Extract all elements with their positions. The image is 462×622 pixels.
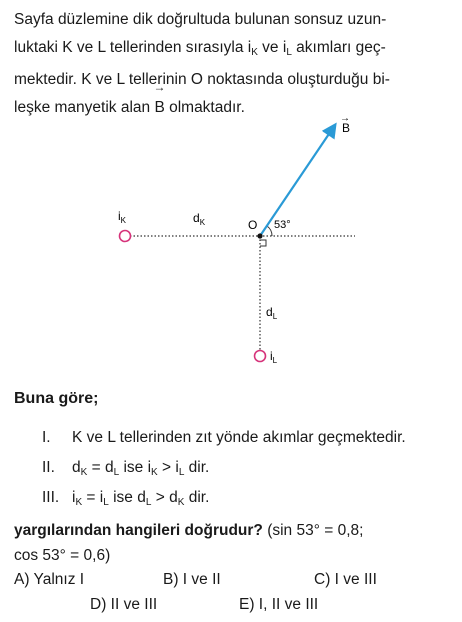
stem-text: luktaki K ve L tellerinden sırasıyla i xyxy=(14,38,252,56)
statement-text: K ve L tellerinden zıt yönde akımlar geçmektedir. xyxy=(72,429,406,446)
prompt-line-1 xyxy=(14,518,363,543)
subscript: K xyxy=(80,467,88,478)
subscript: K xyxy=(177,497,185,508)
prompt-text: (sin 53° = 0,8; xyxy=(262,522,364,539)
statement-text: dir. xyxy=(184,489,210,506)
option-b[interactable]: B) I ve II xyxy=(163,571,221,588)
point-o xyxy=(257,233,262,238)
dk-label: $d_K$ xyxy=(193,211,206,227)
subscript: L xyxy=(178,467,185,478)
statement-text: dir. xyxy=(184,459,210,476)
dl-label: $d_L$ xyxy=(266,305,278,321)
statement-text: = i xyxy=(82,489,104,506)
wire-l xyxy=(255,351,266,362)
vector-arrow-mark: → xyxy=(340,113,350,124)
statement-text: i xyxy=(72,489,76,506)
angle-label: 53° xyxy=(274,219,291,231)
option-a[interactable]: A) Yalnız I xyxy=(14,571,85,588)
stem-line-3: mektedir. K ve L tellerinin O noktasında oluşturduğu bi- xyxy=(14,71,390,88)
b-vector-arrow xyxy=(260,125,335,236)
statement-text: > d xyxy=(151,489,178,506)
question-prompt xyxy=(14,518,363,568)
statement-text: ise i xyxy=(119,459,152,476)
stem-line-1: Sayfa düzlemine dik doğrultuda bulunan sonsuz uzun- xyxy=(14,11,387,28)
subscript: L xyxy=(145,497,152,508)
statement-number: I. xyxy=(42,429,51,446)
statement-text: > i xyxy=(157,459,179,476)
ik-label: $i_K$ xyxy=(118,209,127,225)
stem-text: akımları geç- xyxy=(291,38,386,56)
stem-text: ve i xyxy=(257,38,287,56)
subscript: K xyxy=(75,497,83,508)
statement-text: d xyxy=(72,459,81,476)
subscript: K xyxy=(151,467,158,478)
statement-1 xyxy=(42,429,406,447)
question-stem xyxy=(14,6,450,121)
statement-2 xyxy=(42,459,209,478)
subscript: L xyxy=(103,497,109,508)
subscript: L xyxy=(113,467,120,478)
option-e[interactable]: E) I, II ve III xyxy=(239,596,319,613)
question-title: Buna göre; xyxy=(14,390,99,407)
vector-b-symbol: → B xyxy=(154,94,164,122)
statement-text: ise d xyxy=(108,489,146,506)
right-angle-mark xyxy=(260,240,266,246)
prompt-line-2: cos 53° = 0,6) xyxy=(14,547,111,564)
statement-3 xyxy=(42,489,209,508)
angle-arc xyxy=(267,226,272,236)
o-label: O xyxy=(248,218,258,232)
il-label: $i_L$ xyxy=(270,349,278,365)
stem-line-2 xyxy=(14,34,450,67)
wire-k xyxy=(120,231,131,242)
option-c[interactable]: C) I ve III xyxy=(314,571,377,588)
statement-text: = d xyxy=(87,459,114,476)
prompt-bold: yargılarından hangileri doğrudur? xyxy=(14,522,263,539)
option-d[interactable]: D) II ve III xyxy=(90,596,158,613)
stem-text: leşke manyetik alan xyxy=(14,98,155,116)
subscript: K xyxy=(251,46,258,58)
stem-text: olmaktadır. xyxy=(164,98,245,116)
magnetic-field-figure xyxy=(0,110,462,380)
statement-number: III. xyxy=(42,489,60,506)
b-vector-label: B xyxy=(342,121,351,135)
subscript: L xyxy=(286,46,292,58)
statement-number: II. xyxy=(42,459,55,476)
